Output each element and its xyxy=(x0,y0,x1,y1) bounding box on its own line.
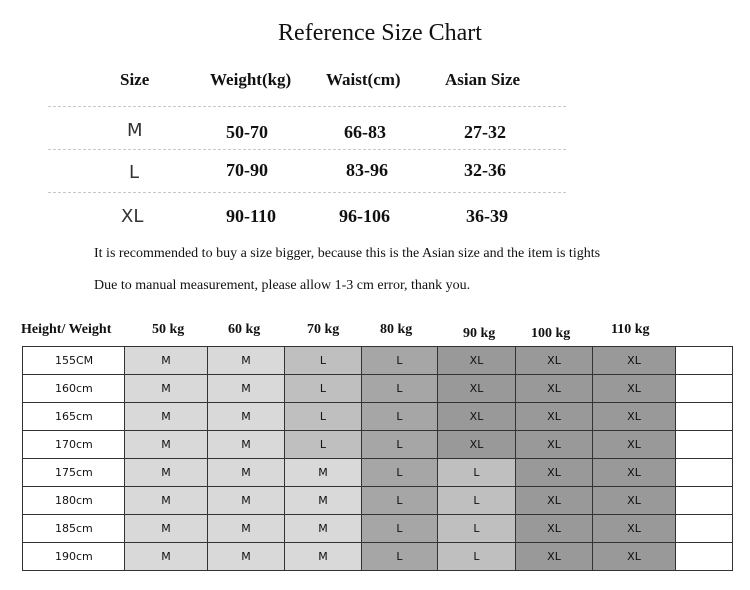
size-cell: XL xyxy=(593,515,676,543)
empty-cell xyxy=(676,403,733,431)
header-waist: Waist(cm) xyxy=(326,70,401,89)
size-grid xyxy=(22,346,733,571)
size-cell: M xyxy=(125,543,208,571)
size-cell: M xyxy=(285,543,362,571)
size-cell: XL xyxy=(438,403,516,431)
size-label: XL xyxy=(121,206,144,227)
empty-cell xyxy=(676,515,733,543)
weight-header: 70 kg xyxy=(307,322,340,337)
size-cell: L xyxy=(362,543,438,571)
waist-value: 96-106 xyxy=(339,206,390,226)
weight-header: 110 kg xyxy=(611,322,650,337)
waist-value: 83-96 xyxy=(346,160,388,180)
height-cell: 185cm xyxy=(23,515,125,543)
size-cell: XL xyxy=(516,515,593,543)
size-cell: XL xyxy=(593,459,676,487)
header-asian-size: Asian Size xyxy=(445,70,521,89)
size-cell: XL xyxy=(438,347,516,375)
size-cell: XL xyxy=(516,487,593,515)
size-cell: M xyxy=(125,459,208,487)
size-cell: M xyxy=(125,515,208,543)
table-row xyxy=(23,375,733,403)
size-label: L xyxy=(129,162,140,183)
size-cell: M xyxy=(208,459,285,487)
height-cell: 190cm xyxy=(23,543,125,571)
size-cell: XL xyxy=(516,459,593,487)
weight-header: 100 kg xyxy=(531,326,571,341)
size-cell: XL xyxy=(593,375,676,403)
note-size-advice: It is recommended to buy a size bigger, because this is the Asian size and the item is tights xyxy=(94,246,601,261)
size-cell: L xyxy=(285,375,362,403)
divider xyxy=(48,106,566,107)
size-cell: M xyxy=(208,515,285,543)
size-cell: L xyxy=(438,459,516,487)
weight-header: 50 kg xyxy=(152,322,185,337)
size-cell: XL xyxy=(438,431,516,459)
asian-size-value: 36-39 xyxy=(466,206,508,226)
size-cell: M xyxy=(125,347,208,375)
grid-corner-label: Height/ Weight xyxy=(21,322,112,337)
size-cell: L xyxy=(438,487,516,515)
empty-cell xyxy=(676,375,733,403)
size-cell: L xyxy=(362,403,438,431)
waist-value: 66-83 xyxy=(344,122,386,142)
size-cell: XL xyxy=(593,487,676,515)
size-cell: M xyxy=(285,487,362,515)
size-cell: M xyxy=(208,403,285,431)
size-cell: L xyxy=(362,347,438,375)
size-cell: XL xyxy=(593,543,676,571)
table-row xyxy=(23,431,733,459)
size-cell: XL xyxy=(593,403,676,431)
table-row xyxy=(23,347,733,375)
empty-cell xyxy=(676,431,733,459)
size-cell: M xyxy=(208,487,285,515)
size-cell: M xyxy=(208,431,285,459)
size-cell: XL xyxy=(593,431,676,459)
height-cell: 175cm xyxy=(23,459,125,487)
size-cell: L xyxy=(285,431,362,459)
empty-cell xyxy=(676,487,733,515)
size-cell: M xyxy=(285,515,362,543)
height-cell: 155CM xyxy=(23,347,125,375)
size-cell: XL xyxy=(593,347,676,375)
asian-size-value: 27-32 xyxy=(464,122,506,142)
weight-header: 80 kg xyxy=(380,322,413,337)
size-cell: M xyxy=(125,431,208,459)
size-cell: L xyxy=(362,375,438,403)
divider xyxy=(48,149,566,150)
size-cell: M xyxy=(125,487,208,515)
weight-value: 70-90 xyxy=(226,160,268,180)
size-cell: M xyxy=(285,459,362,487)
size-cell: M xyxy=(125,403,208,431)
size-cell: M xyxy=(208,375,285,403)
divider xyxy=(48,192,566,193)
table-row xyxy=(23,543,733,571)
page-title: Reference Size Chart xyxy=(278,20,482,46)
weight-header: 60 kg xyxy=(228,322,261,337)
table-row xyxy=(23,459,733,487)
size-cell: XL xyxy=(516,543,593,571)
size-cell: M xyxy=(208,347,285,375)
size-cell: XL xyxy=(516,431,593,459)
size-cell: L xyxy=(285,347,362,375)
size-cell: M xyxy=(125,375,208,403)
weight-value: 90-110 xyxy=(226,206,277,226)
table-row xyxy=(23,403,733,431)
table-row xyxy=(23,487,733,515)
size-cell: L xyxy=(362,487,438,515)
weight-value: 50-70 xyxy=(226,122,268,142)
size-cell: XL xyxy=(438,375,516,403)
size-cell: L xyxy=(362,515,438,543)
size-cell: XL xyxy=(516,347,593,375)
header-weight: Weight(kg) xyxy=(210,70,292,89)
size-cell: L xyxy=(438,515,516,543)
table-row xyxy=(23,515,733,543)
empty-cell xyxy=(676,543,733,571)
height-cell: 180cm xyxy=(23,487,125,515)
size-cell: L xyxy=(438,543,516,571)
size-cell: L xyxy=(362,459,438,487)
height-cell: 160cm xyxy=(23,375,125,403)
header-size: Size xyxy=(120,70,150,89)
size-cell: L xyxy=(362,431,438,459)
height-cell: 170cm xyxy=(23,431,125,459)
size-cell: XL xyxy=(516,375,593,403)
empty-cell xyxy=(676,347,733,375)
height-cell: 165cm xyxy=(23,403,125,431)
size-cell: XL xyxy=(516,403,593,431)
note-measurement: Due to manual measurement, please allow 1-3 cm error, thank you. xyxy=(94,278,471,293)
asian-size-value: 32-36 xyxy=(464,160,506,180)
size-label: M xyxy=(127,120,143,141)
empty-cell xyxy=(676,459,733,487)
weight-header: 90 kg xyxy=(463,326,496,341)
size-cell: M xyxy=(208,543,285,571)
size-cell: L xyxy=(285,403,362,431)
